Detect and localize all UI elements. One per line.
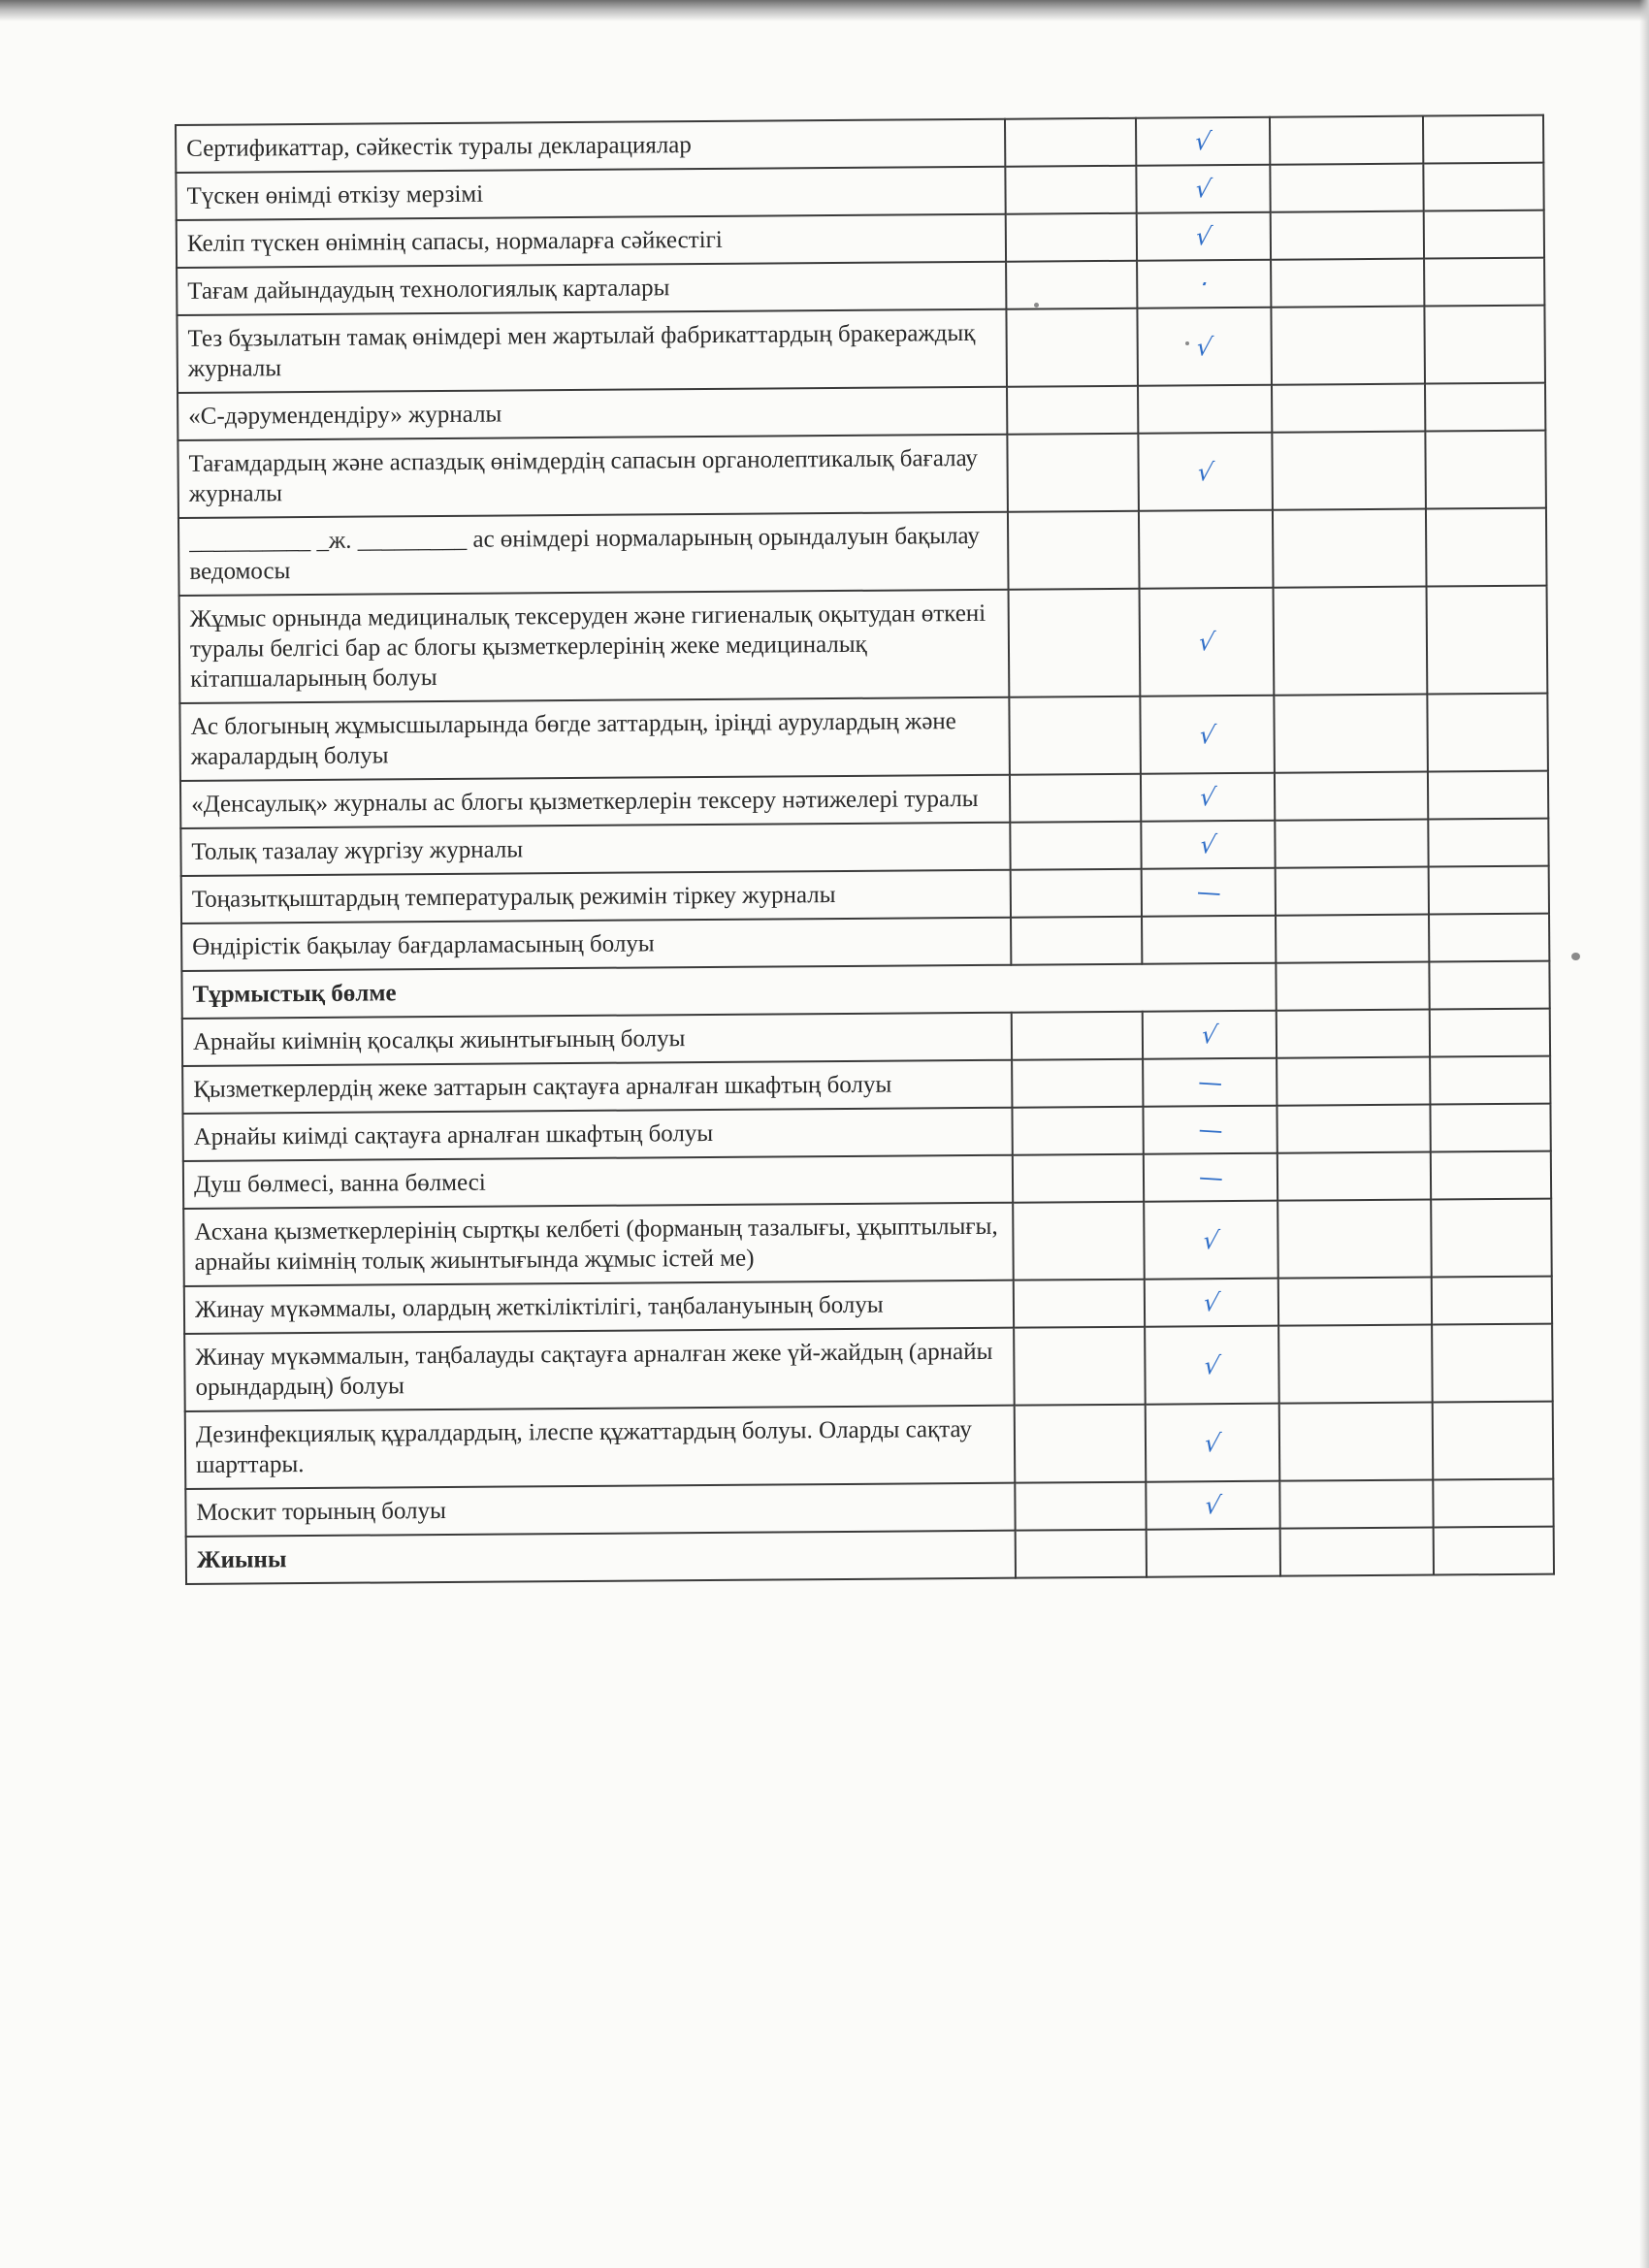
blank-cell xyxy=(1271,211,1424,260)
blank-cell xyxy=(1007,386,1138,435)
dash-mark-icon: — xyxy=(1197,1115,1224,1145)
criterion-label: Тағам дайындаудың технологиялық карталары xyxy=(177,262,1006,315)
blank-cell xyxy=(1274,587,1428,696)
blank-cell xyxy=(1277,1105,1430,1153)
scan-speck xyxy=(1571,953,1580,960)
mark-cell xyxy=(1144,1201,1278,1280)
dash-mark-icon: — xyxy=(1195,877,1222,907)
blank-cell xyxy=(1011,869,1142,918)
blank-cell xyxy=(1012,1059,1143,1108)
blank-cell xyxy=(1270,116,1423,165)
mark-cell xyxy=(1139,510,1274,589)
blank-cell xyxy=(1014,1327,1146,1406)
blank-cell xyxy=(1009,589,1141,697)
mark-cell xyxy=(1142,868,1276,917)
criterion-label: Жинау мүкәммалы, олардың жеткіліктілігі, таңбалануының болуы xyxy=(184,1280,1014,1334)
blank-cell xyxy=(1434,1527,1554,1575)
check-mark-icon: √ xyxy=(1196,628,1217,657)
blank-cell xyxy=(1279,1403,1434,1481)
mark-cell xyxy=(1136,165,1270,213)
check-mark-icon: √ xyxy=(1195,457,1216,486)
mark-cell xyxy=(1144,1153,1277,1202)
criterion-label: Ас блогының жұмысшыларында бөгде заттардың, іріңді аурулардың және жаралардың болуы xyxy=(179,697,1010,781)
blank-cell xyxy=(1006,261,1137,309)
blank-cell xyxy=(1010,774,1141,823)
blank-cell xyxy=(1424,306,1545,384)
check-mark-icon: √ xyxy=(1193,175,1213,204)
check-mark-icon: √ xyxy=(1197,783,1218,812)
blank-cell xyxy=(1424,258,1544,307)
check-mark-icon: √ xyxy=(1201,1225,1221,1254)
blank-cell xyxy=(1013,1202,1145,1280)
blank-cell xyxy=(1432,1277,1552,1325)
mark-cell xyxy=(1137,260,1271,308)
mark-cell xyxy=(1136,117,1270,166)
total-label: Жиыны xyxy=(186,1531,1016,1584)
criterion-label: Толық тазалау жүргізу журналы xyxy=(180,823,1010,876)
blank-cell xyxy=(1005,166,1136,214)
mark-cell xyxy=(1147,1529,1280,1577)
blank-cell xyxy=(1013,1154,1144,1203)
blank-cell xyxy=(1431,1151,1551,1200)
blank-cell xyxy=(1010,822,1141,870)
criterion-label: Жинау мүкәммалын, таңбалауды сақтауға арналған жеке үй-жайдың (арнайы орындардың) болуы xyxy=(184,1328,1015,1411)
criterion-label: Арнайы киімнің қосалқы жиынтығының болуы xyxy=(182,1013,1012,1066)
check-mark-icon: √ xyxy=(1203,1491,1223,1520)
blank-cell xyxy=(1006,308,1138,387)
check-mark-icon: √ xyxy=(1201,1350,1222,1379)
criterion-label: «Денсаулық» журналы ас блогы қызметкерлерін тексеру нәтижелері туралы xyxy=(180,775,1010,828)
blank-cell xyxy=(1431,1199,1552,1278)
blank-cell xyxy=(1433,1402,1554,1480)
criterion-label: Тоңазытқыштардың температуралық режимін тіркеу журналы xyxy=(181,870,1011,923)
mark-cell xyxy=(1137,308,1272,386)
blank-cell xyxy=(1277,1152,1431,1201)
check-mark-icon: √ xyxy=(1201,1288,1222,1317)
criterion-label: Қызметкерлердің жеке заттарын сақтауға арналған шкафтың болуы xyxy=(182,1060,1012,1114)
mark-cell xyxy=(1141,821,1275,869)
criterion-label: Душ бөлмесі, ванна бөлмесі xyxy=(183,1155,1013,1209)
mark-cell xyxy=(1140,588,1275,697)
blank-cell xyxy=(1430,1009,1550,1057)
blank-cell xyxy=(1270,164,1423,212)
scan-right-edge xyxy=(1639,0,1649,2268)
table-row xyxy=(177,306,1545,393)
blank-cell xyxy=(1005,118,1136,167)
blank-cell xyxy=(1278,1325,1433,1404)
mark-cell xyxy=(1141,773,1275,822)
table-row xyxy=(179,586,1548,703)
check-mark-icon: √ xyxy=(1194,332,1215,361)
blank-cell xyxy=(1424,211,1544,259)
blank-cell xyxy=(1429,914,1549,962)
blank-cell xyxy=(1425,431,1546,509)
section-heading: Тұрмыстық бөлме xyxy=(181,963,1276,1019)
blank-cell xyxy=(1432,1324,1553,1403)
blank-cell xyxy=(1008,511,1140,590)
blank-cell xyxy=(1014,1280,1145,1328)
blank-cell xyxy=(1276,915,1429,963)
blank-cell xyxy=(1272,384,1425,433)
blank-cell xyxy=(1430,1104,1550,1152)
mark-cell xyxy=(1142,916,1276,964)
table-row xyxy=(183,1199,1552,1286)
check-mark-icon: √ xyxy=(1193,222,1214,251)
check-mark-icon: √ xyxy=(1199,1021,1220,1050)
blank-cell xyxy=(1274,695,1428,773)
blank-cell xyxy=(1433,1479,1553,1528)
inspection-checklist-table xyxy=(175,114,1555,1585)
blank-cell xyxy=(1015,1482,1146,1531)
table-row xyxy=(185,1402,1554,1489)
blank-cell xyxy=(1280,1528,1434,1576)
blank-cell xyxy=(1273,509,1427,588)
check-mark-icon: √ xyxy=(1202,1428,1223,1457)
blank-cell xyxy=(1426,508,1547,587)
criterion-label: Асхана қызметкерлерінің сыртқы келбеті (форманың тазалығы, ұқыптылығы, арнайы киімнің толық жиынтығында жұмыс істей ме) xyxy=(183,1203,1014,1286)
criterion-label: __________ _ж. _________ ас өнімдері нормаларының орындалуын бақылау ведомосы xyxy=(178,512,1009,596)
blank-cell xyxy=(1276,867,1429,916)
mark-cell xyxy=(1137,212,1271,261)
blank-cell xyxy=(1427,586,1548,695)
criterion-label: Түскен өнімді өткізу мерзімі xyxy=(176,167,1005,220)
mark-cell xyxy=(1138,433,1273,511)
blank-cell xyxy=(1275,820,1428,868)
table-row xyxy=(178,508,1547,596)
mark-cell xyxy=(1143,1011,1277,1059)
criterion-label: Сертификаттар, сәйкестік туралы декларациялар xyxy=(176,119,1005,173)
dash-mark-icon: — xyxy=(1196,1067,1223,1097)
blank-cell xyxy=(1429,961,1549,1010)
check-mark-icon: √ xyxy=(1192,127,1213,156)
blank-cell xyxy=(1271,259,1424,308)
check-mark-icon: √ xyxy=(1197,720,1218,749)
blank-cell xyxy=(1430,1056,1550,1105)
mark-cell xyxy=(1140,696,1275,774)
blank-cell xyxy=(1012,1107,1143,1155)
blank-cell xyxy=(1428,771,1548,820)
table-row xyxy=(184,1324,1553,1411)
table-row xyxy=(179,694,1548,781)
scan-top-edge xyxy=(0,0,1649,21)
blank-cell xyxy=(1279,1480,1433,1529)
criterion-label: Дезинфекциялық құралдардың, ілеспе құжаттардың болуы. Оларды сақтау шарттары. xyxy=(185,1406,1016,1489)
blank-cell xyxy=(1276,962,1429,1011)
blank-cell xyxy=(1016,1530,1147,1578)
blank-cell xyxy=(1009,697,1141,775)
table-row xyxy=(178,431,1546,518)
criterion-label: Тағамдардың және аспаздық өнімдердің сапасын органолептикалық бағалау журналы xyxy=(178,435,1008,518)
criterion-label: Тез бұзылатын тамақ өнімдері мен жартылай фабрикаттардың бракераждық журналы xyxy=(177,309,1007,393)
blank-cell xyxy=(1278,1278,1432,1326)
blank-cell xyxy=(1275,772,1428,821)
blank-cell xyxy=(1427,694,1548,772)
blank-cell xyxy=(1429,866,1549,915)
criterion-label: Өндірістік бақылау бағдарламасының болуы xyxy=(181,918,1011,971)
dash-mark-icon: — xyxy=(1197,1162,1224,1192)
blank-cell xyxy=(1423,115,1543,164)
criterion-label: Келіп түскен өнімнің сапасы, нормаларға сәйкестігі xyxy=(177,214,1006,268)
blank-cell xyxy=(1277,1200,1432,1279)
blank-cell xyxy=(1006,213,1137,262)
mark-cell xyxy=(1143,1106,1277,1154)
criterion-label: «С-дәрумендендіру» журналы xyxy=(178,387,1007,440)
mark-cell xyxy=(1143,1058,1277,1107)
criterion-label: Москит торының болуы xyxy=(185,1483,1015,1537)
dot-mark-icon: · xyxy=(1197,270,1211,299)
mark-cell xyxy=(1146,1404,1280,1482)
blank-cell xyxy=(1271,307,1425,385)
check-mark-icon: √ xyxy=(1198,830,1218,859)
mark-cell xyxy=(1145,1326,1279,1405)
blank-cell xyxy=(1015,1405,1147,1483)
blank-cell xyxy=(1007,434,1139,512)
blank-cell xyxy=(1423,163,1543,211)
blank-cell xyxy=(1277,1010,1430,1058)
mark-cell xyxy=(1138,385,1272,434)
mark-cell xyxy=(1145,1279,1278,1327)
mark-cell xyxy=(1146,1481,1279,1530)
blank-cell xyxy=(1277,1057,1430,1106)
blank-cell xyxy=(1425,383,1545,432)
blank-cell xyxy=(1012,1012,1143,1060)
criterion-label: Жұмыс орнында медициналық тексеруден және гигиеналық оқытудан өткені туралы белгісі бар ас блогы қызметкерлерінің жеке медициналық кітапшаларының болуы xyxy=(179,590,1010,703)
blank-cell xyxy=(1428,819,1548,867)
blank-cell xyxy=(1272,432,1426,510)
blank-cell xyxy=(1011,917,1142,965)
criterion-label: Арнайы киімді сақтауға арналған шкафтың болуы xyxy=(182,1108,1012,1161)
checklist-rows xyxy=(176,115,1554,1584)
table-row xyxy=(186,1527,1554,1584)
